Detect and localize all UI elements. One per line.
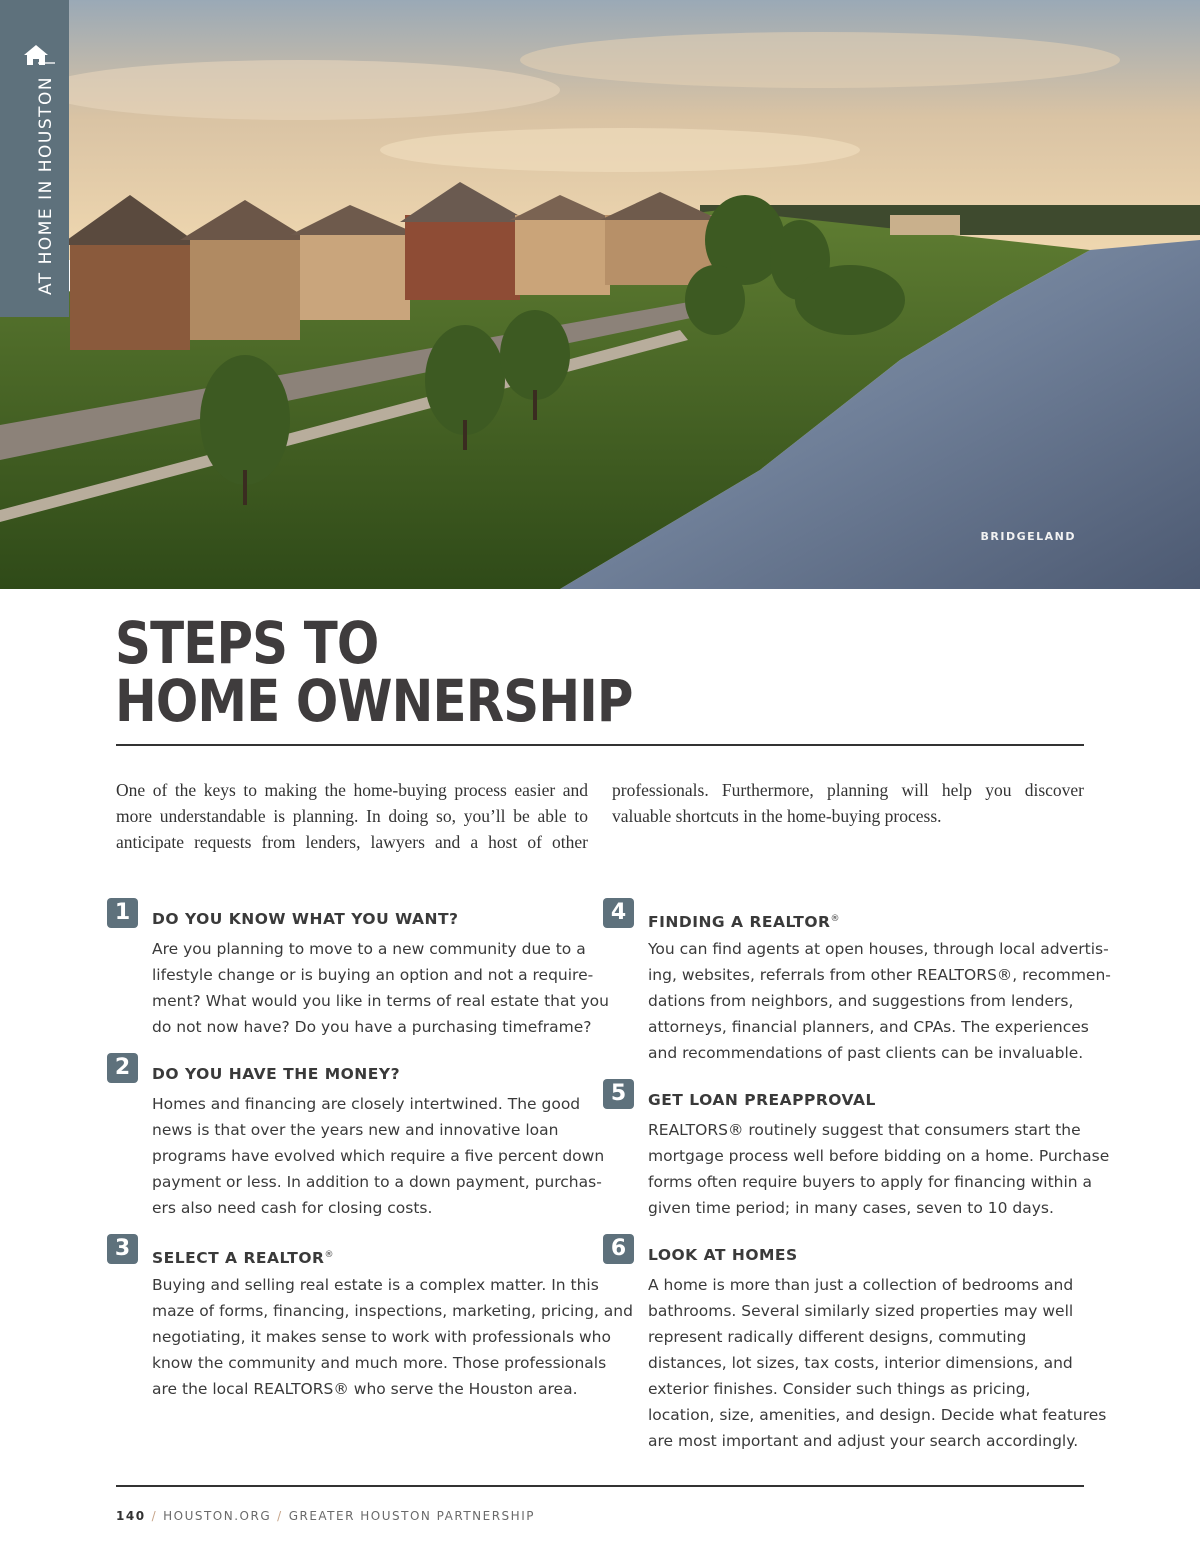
step-body-line: ers also need cash for closing costs. bbox=[152, 1199, 433, 1217]
step-number-badge: 6 bbox=[603, 1234, 634, 1264]
step-body-line: location, size, amenities, and design. Decide what features bbox=[648, 1406, 1107, 1424]
step-body-line: You can find agents at open houses, through local advertis- bbox=[648, 940, 1109, 958]
step-body-line: distances, lot sizes, tax costs, interior dimensions, and bbox=[648, 1354, 1073, 1372]
step-body-line: lifestyle change or is buying an option and not a require- bbox=[152, 966, 594, 984]
step-number-badge: 4 bbox=[603, 898, 634, 928]
registered-mark: ® bbox=[830, 914, 840, 924]
footer bbox=[116, 1509, 535, 1523]
step-body-line: forms often require buyers to apply for financing within a bbox=[648, 1173, 1093, 1191]
step-body-line: bathrooms. Several similarly sized properties may well bbox=[648, 1302, 1074, 1320]
step-body-line: payment or less. In addition to a down payment, purchas- bbox=[152, 1173, 602, 1191]
footer-org: GREATER HOUSTON PARTNERSHIP bbox=[288, 1509, 535, 1523]
step-body-line: exterior finishes. Consider such things as pricing, bbox=[648, 1380, 1031, 1398]
section-label bbox=[36, 59, 56, 295]
step-body-line: programs have evolved which require a five percent down bbox=[152, 1147, 605, 1165]
step-body-line: are the local REALTORS® who serve the Houston area. bbox=[152, 1380, 578, 1398]
step-body bbox=[648, 1272, 1107, 1454]
step-body-line: and recommendations of past clients can be invaluable. bbox=[648, 1044, 1084, 1062]
step-heading bbox=[648, 1246, 1088, 1264]
step-heading bbox=[648, 1091, 1088, 1109]
registered-mark: ® bbox=[324, 1250, 334, 1260]
step-number-badge: 1 bbox=[107, 898, 138, 928]
step-3 bbox=[114, 1236, 633, 1402]
footer-separator: / bbox=[151, 1509, 158, 1523]
step-4 bbox=[610, 900, 1111, 1066]
step-body bbox=[648, 936, 1111, 1066]
title-line-2: HOME OWNERSHIP bbox=[115, 667, 633, 735]
step-body-line: represent radically different designs, commuting bbox=[648, 1328, 1027, 1346]
step-number-badge: 2 bbox=[107, 1053, 138, 1083]
step-5 bbox=[610, 1081, 1110, 1221]
step-body bbox=[152, 1272, 633, 1402]
step-heading-text: LOOK AT HOMES bbox=[648, 1246, 798, 1264]
step-number-badge: 5 bbox=[603, 1079, 634, 1109]
step-1 bbox=[114, 900, 609, 1040]
step-body-line: Homes and financing are closely intertwined. The good bbox=[152, 1095, 581, 1113]
footer-divider bbox=[116, 1485, 1084, 1487]
intro-paragraph: One of the keys to making the home-buying process easier and more understandable is planning. In doing so, you’ll be able to anticipate requests from lenders, lawyers and a host of other professionals. Furthermore, planning will help you discover valuable shortcuts in the home-buying process. bbox=[116, 780, 1084, 852]
step-body-line: dations from neighbors, and suggestions from lenders, bbox=[648, 992, 1074, 1010]
step-body-line: Buying and selling real estate is a complex matter. In this bbox=[152, 1276, 599, 1294]
section-label-text: AT HOME IN HOUSTON bbox=[36, 75, 56, 295]
step-body-line: mortgage process well before bidding on a home. Purchase bbox=[648, 1147, 1110, 1165]
page-number: 140 bbox=[116, 1509, 146, 1523]
section-label-separator: | bbox=[36, 58, 56, 66]
lakeside-neighborhood-image bbox=[0, 0, 1200, 589]
step-body-line: negotiating, it makes sense to work with professionals who bbox=[152, 1328, 611, 1346]
section-tab bbox=[0, 0, 69, 317]
page-title bbox=[115, 609, 633, 735]
photo-credit: BRIDGELAND bbox=[980, 530, 1076, 543]
step-body-line: ing, websites, referrals from other REALTORS®, recommen- bbox=[648, 966, 1111, 984]
step-body-line: attorneys, financial planners, and CPAs. The experiences bbox=[648, 1018, 1089, 1036]
step-heading bbox=[648, 910, 1088, 932]
footer-site: HOUSTON.ORG bbox=[163, 1509, 272, 1523]
step-heading-text: FINDING A REALTOR bbox=[648, 913, 831, 932]
hero-photo bbox=[0, 0, 1200, 589]
step-body bbox=[152, 936, 609, 1040]
step-body-line: know the community and much more. Those professionals bbox=[152, 1354, 607, 1372]
step-heading-text: DO YOU HAVE THE MONEY? bbox=[152, 1065, 401, 1083]
step-body-line: are most important and adjust your search accordingly. bbox=[648, 1432, 1079, 1450]
step-body-line: given time period; in many cases, seven to 10 days. bbox=[648, 1199, 1054, 1217]
step-body-line: do not now have? Do you have a purchasing timeframe? bbox=[152, 1018, 592, 1036]
step-2 bbox=[114, 1055, 605, 1221]
step-heading-text: DO YOU KNOW WHAT YOU WANT? bbox=[152, 910, 459, 928]
step-heading-text: SELECT A REALTOR bbox=[152, 1249, 325, 1268]
title-divider bbox=[116, 744, 1084, 746]
step-body-line: Are you planning to move to a new community due to a bbox=[152, 940, 586, 958]
step-6 bbox=[610, 1236, 1107, 1454]
step-body-line: news is that over the years new and innovative loan bbox=[152, 1121, 559, 1139]
step-heading-text: GET LOAN PREAPPROVAL bbox=[648, 1091, 876, 1109]
title-line-1: STEPS TO bbox=[115, 609, 379, 677]
step-body-line: maze of forms, financing, inspections, marketing, pricing, and bbox=[152, 1302, 633, 1320]
step-body-line: A home is more than just a collection of bedrooms and bbox=[648, 1276, 1074, 1294]
step-heading bbox=[152, 1246, 592, 1268]
step-body bbox=[648, 1117, 1110, 1221]
step-body bbox=[152, 1091, 605, 1221]
step-body-line: REALTORS® routinely suggest that consumers start the bbox=[648, 1121, 1081, 1139]
step-heading bbox=[152, 1065, 592, 1083]
step-heading bbox=[152, 910, 592, 928]
step-body-line: ment? What would you like in terms of real estate that you bbox=[152, 992, 609, 1010]
footer-separator: / bbox=[277, 1509, 283, 1523]
step-number-badge: 3 bbox=[107, 1234, 138, 1264]
